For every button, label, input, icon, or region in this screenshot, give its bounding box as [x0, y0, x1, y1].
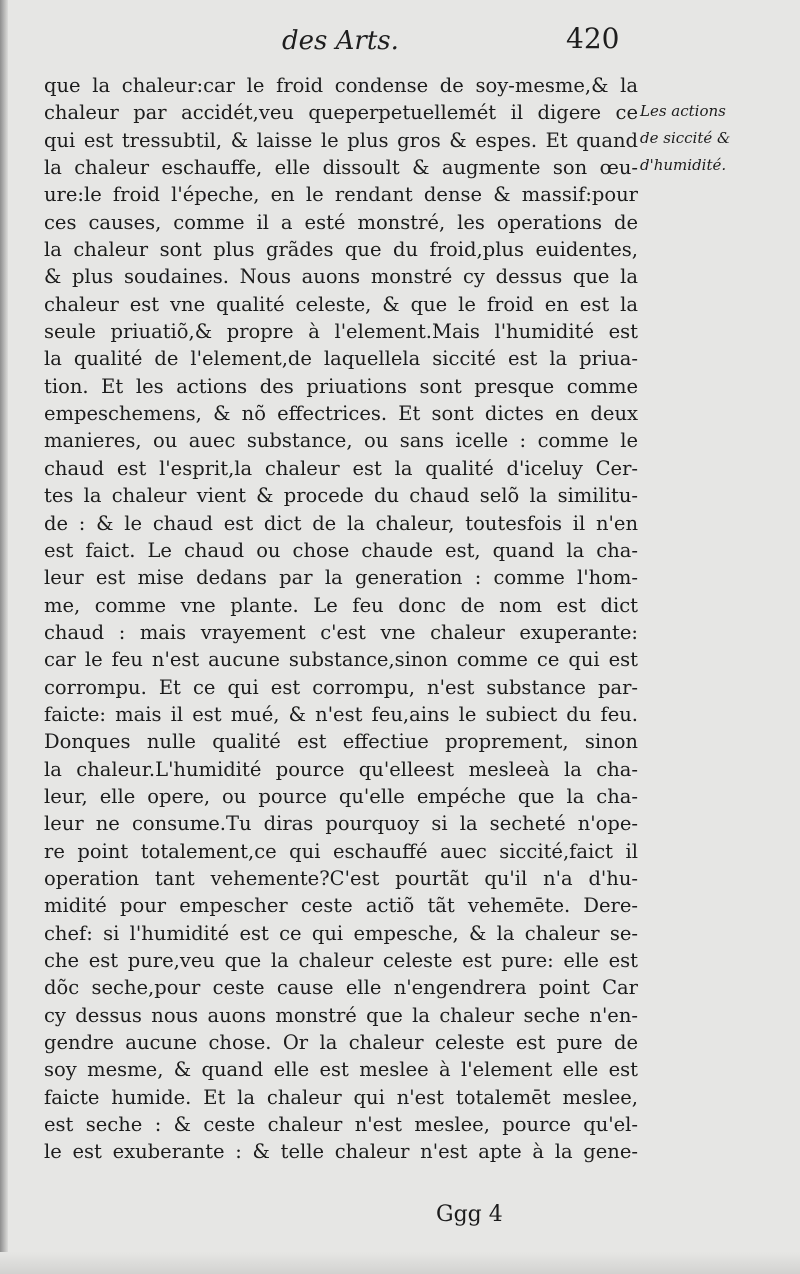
text-line: dõc seche,pour ceste cause elle n'engendrera point Car [44, 976, 638, 1000]
text-line: che est pure,veu que la chaleur celeste est pure: elle est [44, 949, 638, 972]
text-line: chaleur est vne qualité celeste, & que le froid en est la [44, 292, 638, 316]
margin-note [640, 98, 790, 179]
text-line: chef: si l'humidité est ce qui empesche, & la chaleur se- [44, 921, 638, 945]
text-line: tes la chaleur vient & procede du chaud selõ la similitu- [44, 484, 638, 508]
text-line: & plus soudaines. Nous auons monstré cy dessus que la [44, 265, 638, 289]
text-line: re point totalement,ce qui eschauffé auec siccité,faict il [44, 839, 638, 863]
text-line: la chaleur.L'humidité pource qu'elleest mesleeà la cha- [44, 757, 638, 781]
margin-note-line: Les actions [640, 102, 726, 120]
margin-note-line: d'humidité. [640, 156, 727, 174]
body-text [44, 72, 638, 1166]
page-number: 420 [566, 22, 620, 55]
page-bottom-shadow [0, 1252, 800, 1274]
margin-note-line: de siccité & [640, 129, 731, 147]
text-line: corrompu. Et ce qui est corrompu, n'est substance par- [44, 675, 638, 699]
text-line: la qualité de l'element,de laquellela siccité est la priua- [44, 347, 638, 371]
text-line: tion. Et les actions des priuations sont presque comme [44, 374, 638, 398]
text-line: faicte humide. Et la chaleur qui n'est totalemēt meslee, [44, 1085, 638, 1109]
text-line: me, comme vne plante. Le feu donc de nom est dict [44, 593, 638, 617]
text-line: manieres, ou auec substance, ou sans icelle : comme le [44, 429, 638, 453]
running-head: des Arts. [282, 26, 399, 56]
text-line: soy mesme, & quand elle est meslee à l'element elle est [44, 1058, 638, 1082]
text-line: car le feu n'est aucune substance,sinon comme ce qui est [44, 648, 638, 672]
page-gutter-shadow [0, 0, 8, 1274]
text-line: leur est mise dedans par la generation : comme l'hom- [44, 566, 638, 590]
text-line: leur, elle opere, ou pource qu'elle empéche que la cha- [44, 784, 638, 808]
text-line: chaud : mais vrayement c'est vne chaleur exuperante: [44, 620, 638, 644]
text-line: chaud est l'esprit,la chaleur est la qualité d'iceluy Cer- [44, 456, 638, 480]
text-line: ces causes, comme il a esté monstré, les operations de [44, 210, 638, 234]
text-line: midité pour empescher ceste actiõ tãt vehemēte. Dere- [44, 894, 638, 918]
text-line: operation tant vehemente?C'est pourtãt qu'il n'a d'hu- [44, 866, 638, 890]
text-line: est faict. Le chaud ou chose chaude est, quand la cha- [44, 538, 638, 562]
text-line: faicte: mais il est mué, & n'est feu,ains le subiect du feu. [44, 702, 638, 726]
text-line: gendre aucune chose. Or la chaleur celeste est pure de [44, 1031, 638, 1055]
text-line: leur ne consume.Tu diras pourquoy si la secheté n'ope- [44, 812, 638, 836]
text-line: seule priuatiõ,& propre à l'element.Mais l'humidité est [44, 320, 638, 344]
text-line: la chaleur sont plus grãdes que du froid,plus euidentes, [44, 238, 638, 262]
signature-mark: Ggg 4 [436, 1202, 503, 1227]
text-line: qui est tressubtil, & laisse le plus gros & espes. Et quand [44, 128, 638, 152]
text-line: cy dessus nous auons monstré que la chaleur seche n'en- [44, 1003, 638, 1027]
text-line: chaleur par accidét,veu queperpetuellemét il digere ce [44, 101, 638, 125]
text-line: empeschemens, & nõ effectrices. Et sont dictes en deux [44, 402, 638, 426]
text-line: ure:le froid l'épeche, en le rendant dense & massif:pour [44, 183, 638, 207]
text-line: de : & le chaud est dict de la chaleur, toutesfois il n'en [44, 511, 638, 535]
text-line: Donques nulle qualité est effectiue proprement, sinon [44, 730, 638, 754]
text-line: la chaleur eschauffe, elle dissoult & augmente son œu- [44, 156, 638, 180]
text-line: que la chaleur:car le froid condense de soy-mesme,& la [44, 74, 638, 97]
text-line: le est exuberante : & telle chaleur n'est apte à la gene- [44, 1140, 638, 1164]
text-line: est seche : & ceste chaleur n'est meslee, pource qu'el- [44, 1113, 638, 1137]
